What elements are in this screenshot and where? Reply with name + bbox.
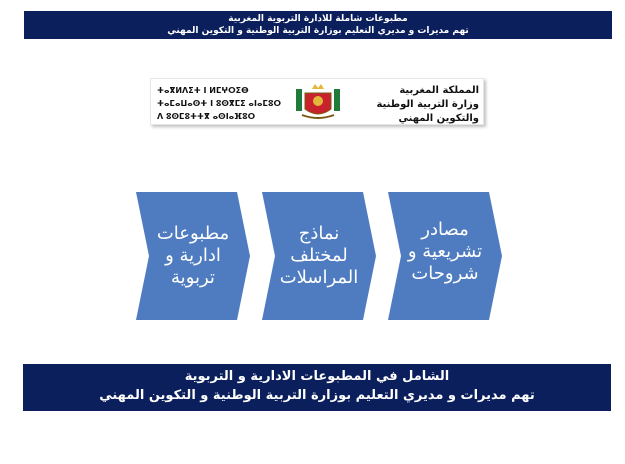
logo-arabic-line-3: والتكوين المهني [398, 113, 479, 124]
top-banner-line-2: تهم مديرات و مديري التعليم بوزارة التربية الوطنية و التكوين المهني [167, 26, 469, 36]
chevron-1-line-1: مطبوعات [156, 223, 230, 244]
royal-coat-of-arms-icon [296, 84, 340, 118]
top-banner-line-1: مطبوعات شاملة للادارة التربوية المغربية [228, 14, 408, 24]
chevron-3-line-2: تشريعية و [407, 241, 483, 262]
chevron-3-line-1: مصادر [421, 219, 469, 240]
ministry-logo-graphic [151, 79, 485, 126]
chevron-3-line-3: شروحات [411, 263, 479, 284]
chevron-process [136, 192, 502, 320]
chevron-2-line-2: لمختلف [290, 245, 348, 266]
logo-tifinagh-line-2: ⵜⴰⵎⴰⵡⴰⵙⵜ ⵏ ⵓⵙⴳⵎⵉ ⴰⵏⴰⵎⵓⵔ [157, 99, 281, 108]
chevron-2-line-1: نماذج [298, 223, 340, 244]
chevron-1-line-2: ادارية و [165, 245, 221, 266]
logo-arabic-line-2: وزارة التربية الوطنية [376, 99, 479, 110]
chevron-label-2 [275, 223, 363, 289]
logo-arabic-line-1: المملكة المغربية [399, 85, 479, 96]
logo-tifinagh-line-3: ⴷ ⵓⵙⵎⵓⵜⵜⴳ ⴰⵙⵏⴰⴼⵓⵔ [157, 112, 256, 121]
chevron-2-line-3: المراسلات [279, 267, 359, 288]
chevron-label-3 [401, 219, 489, 285]
logo-tifinagh-line-1: ⵜⴰⴳⵍⴷⵉⵜ ⵏ ⵍⵎⵖⵔⵉⴱ [157, 86, 249, 95]
bottom-banner-line-2: تهم مديرات و مديري التعليم بوزارة التربية الوطنية و التكوين المهني [99, 388, 535, 403]
bottom-banner [23, 364, 611, 411]
chevron-label-1 [149, 223, 237, 289]
top-banner [24, 11, 612, 39]
ministry-logo [150, 78, 484, 125]
chevron-1-line-3: تربوية [171, 267, 215, 288]
bottom-banner-line-1: الشامل في المطبوعات الادارية و التربوية [184, 369, 450, 384]
